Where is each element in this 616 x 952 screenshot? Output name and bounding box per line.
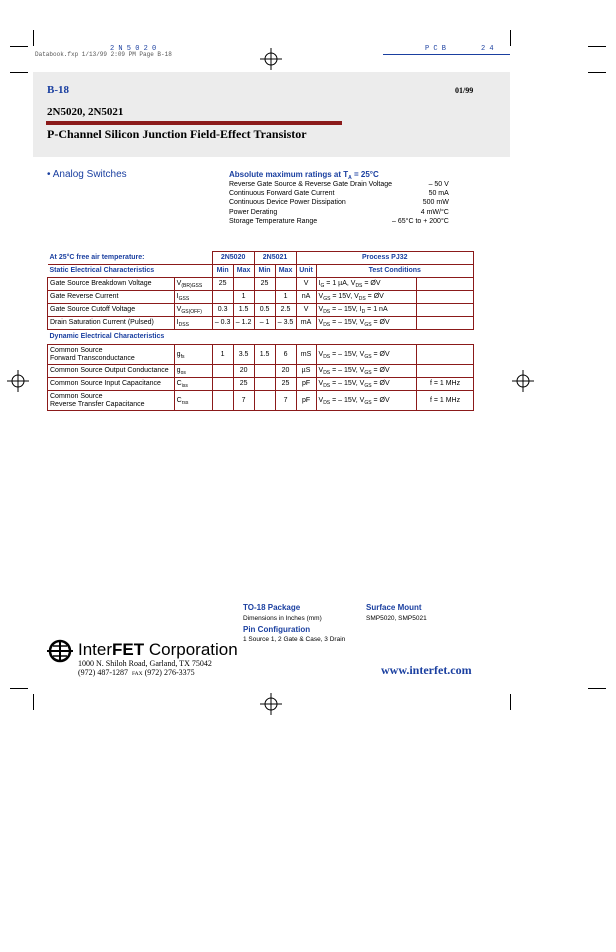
parameter-name-line: Common Source Output Conductance [50,367,169,374]
max-value: 6 [275,345,296,365]
max-value: – 3.5 [275,317,296,330]
company-name-prefix: Inter [78,640,113,659]
test-condition-text: V [318,367,324,374]
max-value: 20 [233,365,254,378]
table-row [48,345,474,365]
extra-condition [417,365,474,378]
crop-mark [588,72,606,73]
slug-text: Databook.fxp 1/13/99 2:09 PM Page B-18 [35,51,172,58]
test-condition-subscript: GS [364,370,372,376]
slug-pcb-number: 2 4 [481,45,494,53]
symbol: C [176,396,182,404]
min-value: 0.5 [254,304,275,317]
company-address: 1000 N. Shiloh Road, Garland, TX 75042 [78,659,212,668]
page-ref: B-18 [47,84,69,96]
company-name-bold: FET [112,640,145,659]
test-condition-text: = – 15V, V [330,367,365,374]
extra-condition: f = 1 MHz [417,378,474,391]
abs-max-row [229,217,449,226]
dynamic-section-row [48,330,474,345]
registration-mark-icon [7,370,29,392]
max-value: 20 [275,365,296,378]
min-value: 1.5 [254,345,275,365]
test-condition-text: = ØV [371,380,390,387]
symbol-subscript: fs [180,353,185,360]
table-row [48,365,474,378]
feature-bullet: • Analog Switches [47,169,127,180]
test-condition-subscript: G [320,283,325,289]
unit: V [296,304,316,317]
symbol-subscript: GSS [178,296,190,302]
crop-mark [33,30,34,46]
table-row [48,317,474,330]
symbol: I [176,319,179,326]
crop-mark [588,688,606,689]
dynamic-section-label: Dynamic Electrical Characteristics [49,333,165,340]
pin-config-subtitle: 1 Source 1, 2 Gate & Case, 3 Drain [243,636,346,643]
unit: µS [296,365,316,378]
max-value: 25 [233,378,254,391]
test-condition-text: = ØV [362,280,381,287]
pin-config-title: Pin Configuration [243,625,311,634]
test-condition-text: = – 15V, V [330,396,365,404]
device-2n5021-header: 2N5021 [254,252,296,265]
abs-max-value: 4 mW/°C [420,208,449,216]
parameter-name-line: Common Source Input Capacitance [50,380,161,387]
test-condition-text: = ØV [365,293,384,300]
test-condition-subscript: GS [364,383,372,389]
test-condition-text: V [318,380,324,387]
table-header-row [48,252,474,265]
parameter-name [48,291,175,304]
table-row [48,278,474,291]
abs-max-row [229,208,449,217]
parameter-name [48,365,175,378]
min-value: – 0.3 [212,317,233,330]
slug-pcb: P C B [425,45,447,53]
test-condition-subscript: GS [364,353,372,360]
unit: pF [296,378,316,391]
test-condition-text: V [318,319,324,326]
test-condition-subscript: D [361,309,366,315]
extra-condition [417,278,474,291]
parameter-name [48,304,175,317]
extra-condition [417,317,474,330]
test-condition-text: = ØV [371,396,390,404]
symbol: g [176,350,181,358]
abs-max-label: Power Derating [229,208,278,216]
abs-max-heading-text: Absolute maximum ratings at T [229,170,349,179]
slug-part: 2 N 5 0 2 0 [110,45,157,53]
col-max: Max [275,265,296,278]
part-numbers: 2N5020, 2N5021 [47,106,124,118]
surface-mount-subtitle: SMP5020, SMP5021 [366,615,427,622]
abs-max-heading [229,170,379,179]
min-value [212,291,233,304]
unit: mS [296,345,316,365]
symbol: C [176,380,182,387]
test-condition-cell [316,365,417,378]
max-value: 2.5 [275,304,296,317]
test-condition-subscript: DS [323,399,331,406]
parameter-name-line: Forward Transconductance [50,354,135,362]
test-condition-subscript: DS [323,370,331,376]
test-condition-text: V [318,293,324,300]
test-condition-subscript: DS [323,322,331,328]
max-value: 1 [233,291,254,304]
table-row [48,391,474,411]
parameter-name-line: Drain Saturation Current (Pulsed) [50,319,154,326]
static-rows [48,278,474,330]
parameter-name [48,278,175,291]
crop-mark [10,688,28,689]
parameter-name-line: Gate Source Breakdown Voltage [50,280,152,287]
to18-package-subtitle: Dimensions in Inches (mm) [243,615,322,622]
registration-mark-icon [260,693,282,715]
symbol-cell [174,391,212,411]
static-section-label: Static Electrical Characteristics [48,265,213,278]
symbol-cell [174,291,212,304]
col-test-conditions: Test Conditions [316,265,473,278]
min-value [212,365,233,378]
min-value: – 1 [254,317,275,330]
symbol-cell [174,278,212,291]
unit: V [296,278,316,291]
abs-max-row [229,198,449,207]
max-value: – 1.2 [233,317,254,330]
abs-max-value: – 65°C to + 200°C [392,217,449,225]
test-condition-cell [316,317,417,330]
min-value [212,391,233,411]
slug-rule [383,54,510,55]
min-value [212,378,233,391]
test-condition-text: = – 15V, V [330,380,365,387]
test-condition-text: = 15V, V [330,293,359,300]
abs-max-label: Continuous Device Power Dissipation [229,199,346,207]
temperature-note: At 25°C free air temperature: [48,252,213,265]
test-condition-cell [316,278,417,291]
symbol-cell [174,345,212,365]
test-condition-cell [316,391,417,411]
test-condition-cell [316,291,417,304]
parameter-name [48,378,175,391]
electrical-characteristics-table [47,251,474,411]
parameter-name [48,317,175,330]
test-condition-subscript: DS [358,296,366,302]
abs-max-value: 50 mA [428,190,449,198]
test-condition-text: = ØV [371,350,390,358]
abs-max-label: Continuous Forward Gate Current [229,190,335,198]
test-condition-subscript: DS [323,353,331,360]
test-condition-text: V [318,306,324,313]
symbol: g [176,367,181,374]
abs-max-table [229,180,449,226]
test-condition-cell [316,304,417,317]
max-value: 3.5 [233,345,254,365]
unit: pF [296,391,316,411]
crop-mark [10,72,28,73]
unit: nA [296,291,316,304]
test-condition-cell [316,345,417,365]
test-condition-subscript: DS [355,283,363,289]
test-condition-text: = ØV [371,319,390,326]
symbol-subscript: (BR)GSS [181,283,203,289]
test-condition-text: V [318,350,324,358]
surface-mount-title: Surface Mount [366,603,422,612]
page-title: P-Channel Silicon Junction Field-Effect Transistor [47,127,307,141]
abs-max-heading-tail: = 25°C [351,170,379,179]
abs-max-label: Storage Temperature Range [229,217,318,225]
max-value: 7 [275,391,296,411]
test-condition-text: I [318,280,321,287]
test-condition-text: = – 15V, V [330,319,365,326]
abs-max-heading-sub: A [348,175,352,181]
max-value: 1 [275,291,296,304]
interfet-logo-icon [47,638,73,664]
test-condition-text: = – 15V, V [330,350,365,358]
company-website[interactable]: www.interfet.com [381,663,472,677]
extra-condition [417,291,474,304]
test-condition-subscript: DS [323,383,331,389]
table-row [48,304,474,317]
parameter-name [48,345,175,365]
max-value: 1.5 [233,304,254,317]
col-max: Max [233,265,254,278]
symbol-subscript: iss [181,383,188,389]
registration-mark-icon [512,370,534,392]
company-phone: (972) 487-1287 [78,668,128,677]
col-min: Min [212,265,233,278]
symbol-subscript: os [180,370,186,376]
symbol-cell [174,365,212,378]
test-condition-text: = – 15V, I [330,306,362,313]
max-value [233,278,254,291]
crop-mark [10,46,28,47]
max-value: 25 [275,378,296,391]
test-condition-subscript: DS [323,309,331,315]
table-column-row [48,265,474,278]
min-value: 25 [212,278,233,291]
crop-mark [33,694,34,710]
test-condition-cell [316,378,417,391]
device-2n5020-header: 2N5020 [212,252,254,265]
abs-max-row [229,180,449,189]
max-value: 7 [233,391,254,411]
crop-mark [510,30,511,46]
dynamic-rows [48,345,474,411]
table-row [48,291,474,304]
parameter-name-line: Gate Reverse Current [50,293,119,300]
col-unit: Unit [296,265,316,278]
min-value: 25 [254,278,275,291]
registration-mark-icon [260,48,282,70]
min-value [254,291,275,304]
abs-max-value: – 50 V [428,181,449,188]
company-name [78,640,238,660]
abs-max-value: 500 mW [422,199,449,207]
min-value [254,378,275,391]
symbol-cell [174,304,212,317]
test-condition-subscript: GS [364,322,372,328]
symbol: I [176,293,179,300]
symbol: V [176,280,182,287]
extra-condition [417,304,474,317]
min-value [254,391,275,411]
extra-condition: f = 1 MHz [417,391,474,411]
issue-date: 01/99 [455,86,474,95]
symbol-cell [174,378,212,391]
col-min: Min [254,265,275,278]
crop-mark [510,694,511,710]
parameter-name-line: Common Source [50,346,103,354]
test-condition-text: V [318,396,324,404]
title-rule [46,121,342,125]
parameter-name-line: Gate Source Cutoff Voltage [50,306,136,313]
crop-mark [588,46,606,47]
table-row [48,378,474,391]
test-condition-text: = 1 µA, V [324,280,356,287]
company-fax: (972) 276-3375 [144,668,195,677]
symbol-cell [174,317,212,330]
symbol-subscript: GS(OFF) [181,309,202,315]
symbol-subscript: DSS [178,322,189,328]
parameter-name-line: Common Source [50,392,103,400]
to18-package-title: TO-18 Package [243,603,301,612]
test-condition-subscript: GS [364,399,372,406]
min-value: 1 [212,345,233,365]
company-name-suffix: Corporation [144,640,238,659]
min-value: 0.3 [212,304,233,317]
process-header: Process PJ32 [296,252,473,265]
unit: mA [296,317,316,330]
parameter-name [48,391,175,411]
extra-condition [417,345,474,365]
test-condition-text: = ØV [371,367,390,374]
abs-max-label: Reverse Gate Source & Reverse Gate Drain Voltage [229,181,393,188]
company-fax-label: FAX [132,671,143,677]
company-phone-line [78,668,195,677]
min-value [254,365,275,378]
parameter-name-line: Reverse Transfer Capacitance [50,400,145,408]
max-value [275,278,296,291]
symbol: V [176,306,182,313]
test-condition-text: = 1 nA [365,306,388,313]
test-condition-subscript: GS [323,296,331,302]
abs-max-row [229,189,449,198]
symbol-subscript: rss [181,399,189,406]
